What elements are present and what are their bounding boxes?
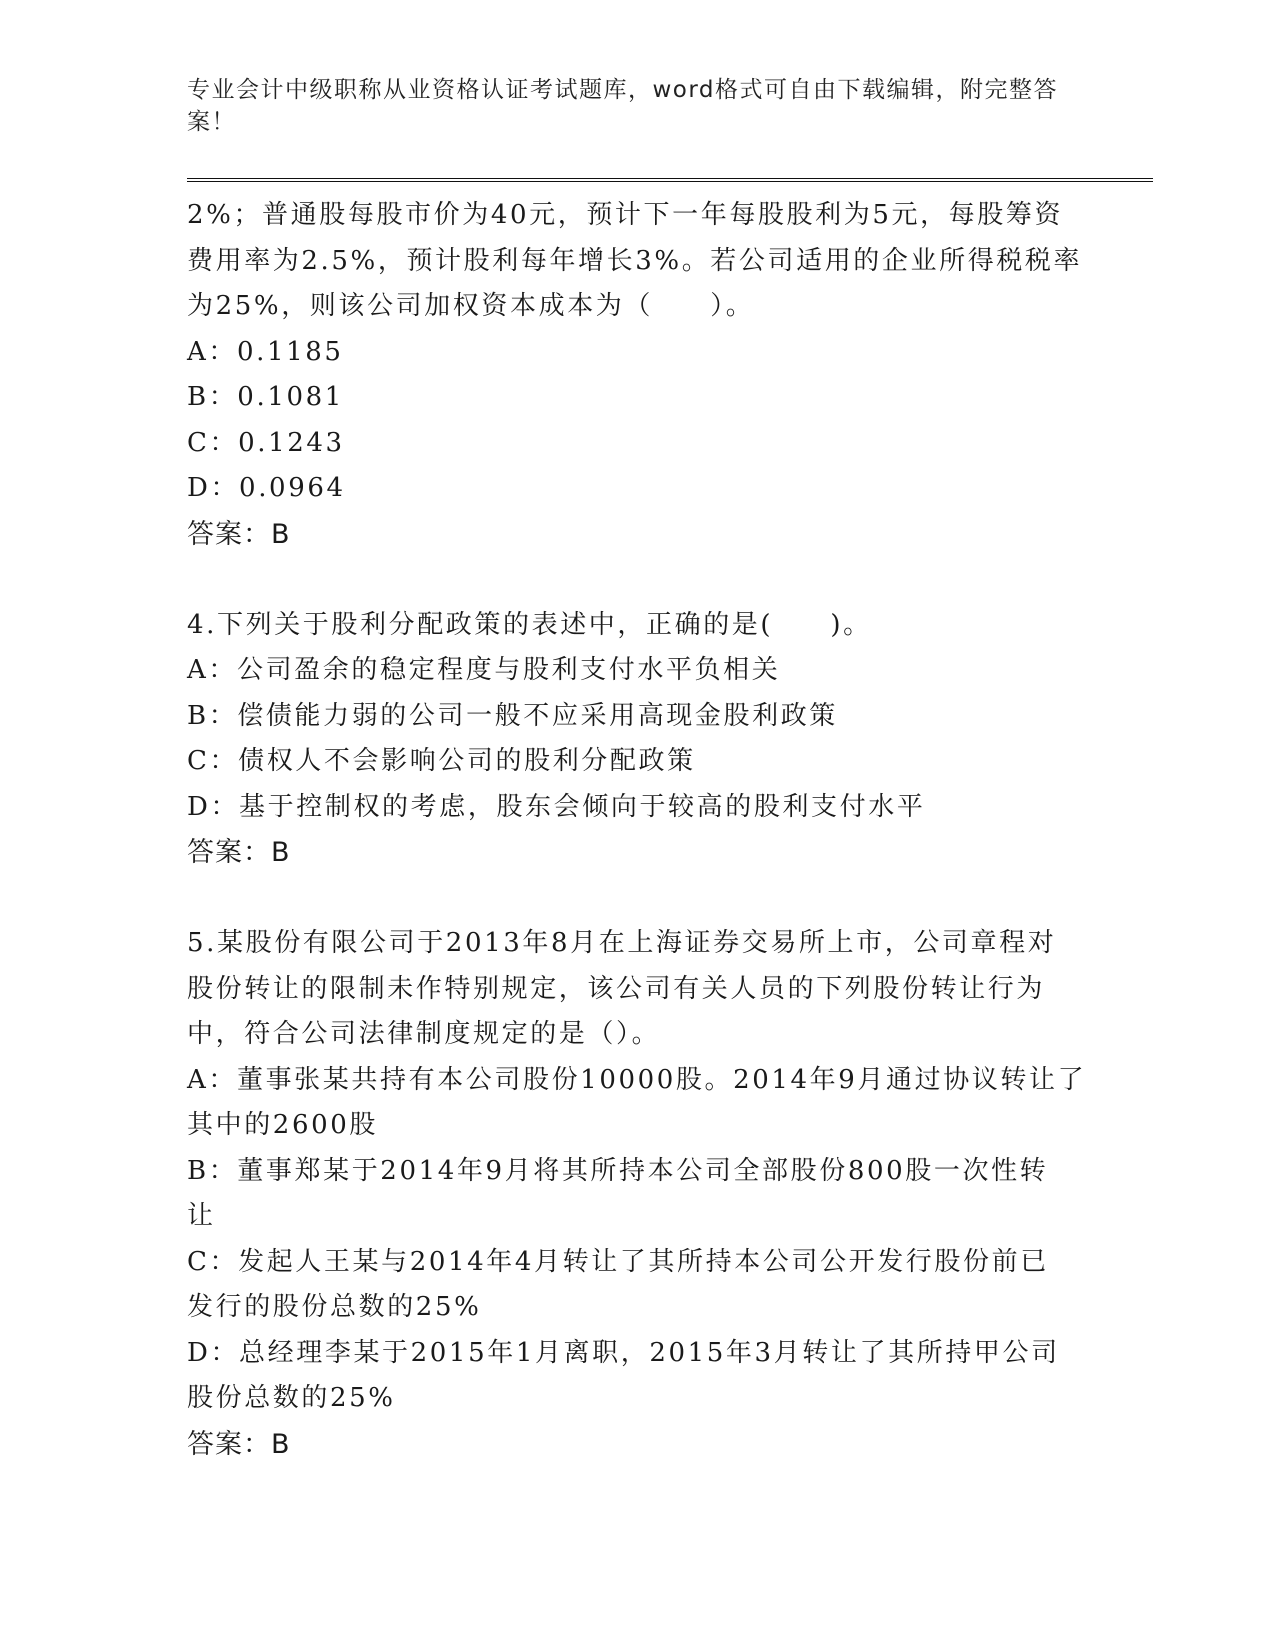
header-line-1: 专业会计中级职称从业资格认证考试题库，word格式可自由下载编辑，附完整答 <box>187 77 1059 103</box>
answer-label: 答案：B <box>187 518 291 550</box>
option-c-continued: 发行的股份总数的25% <box>187 1292 482 1322</box>
option-a: A：公司盈余的稳定程度与股利支付水平负相关 <box>187 655 781 685</box>
option-d: D：基于控制权的考虑，股东会倾向于较高的股利支付水平 <box>187 791 926 822</box>
option-b: B：董事郑某于2014年9月将其所持本公司全部股份800股一次性转 <box>187 1155 1049 1186</box>
question-text-line: 中，符合公司法律制度规定的是（）。 <box>187 1019 661 1049</box>
option-a: A：董事张某共持有本公司股份10000股。2014年9月通过协议转让了 <box>187 1064 1087 1095</box>
question-text-line: 股份转让的限制未作特别规定，该公司有关人员的下列股份转让行为 <box>187 973 1046 1004</box>
option-a: A：0.1185 <box>187 336 344 367</box>
question-text-line: 2%；普通股每股市价为40元，预计下一年每股股利为5元，每股筹资 <box>187 200 1064 230</box>
answer-label: 答案：B <box>187 1428 291 1460</box>
question-5 <box>187 921 1087 1467</box>
question-4 <box>187 603 1087 876</box>
option-c: C：0.1243 <box>187 427 345 458</box>
option-b-continued: 让 <box>187 1201 216 1231</box>
option-b: B：0.1081 <box>187 382 344 412</box>
header-divider <box>187 178 1153 182</box>
document-page <box>187 0 1147 1650</box>
option-d: D：总经理李某于2015年1月离职，2015年3月转让了其所持甲公司 <box>187 1337 1060 1368</box>
spacer <box>187 557 1087 603</box>
question-3 <box>187 193 1087 557</box>
option-d: D：0.0964 <box>187 473 346 503</box>
option-a-continued: 其中的2600股 <box>187 1110 378 1140</box>
option-c: C：债权人不会影响公司的股利分配政策 <box>187 746 696 776</box>
question-content <box>187 193 1087 1467</box>
question-text-line: 为25%，则该公司加权资本成本为（ ）。 <box>187 291 755 321</box>
question-text-line: 费用率为2.5%，预计股利每年增长3%。若公司适用的企业所得税税率 <box>187 245 1083 276</box>
header-line-2: 案！ <box>187 109 236 135</box>
option-c: C：发起人王某与2014年4月转让了其所持本公司公开发行股份前已 <box>187 1246 1049 1277</box>
question-text-line: 4.下列关于股利分配政策的表述中，正确的是( )。 <box>187 609 872 640</box>
option-b: B：偿债能力弱的公司一般不应采用高现金股利政策 <box>187 700 838 731</box>
page-header <box>187 74 1067 138</box>
answer-label: 答案：B <box>187 837 291 868</box>
question-text-line: 5.某股份有限公司于2013年8月在上海证券交易所上市，公司章程对 <box>187 928 1057 958</box>
spacer <box>187 876 1087 922</box>
option-d-continued: 股份总数的25% <box>187 1383 396 1413</box>
